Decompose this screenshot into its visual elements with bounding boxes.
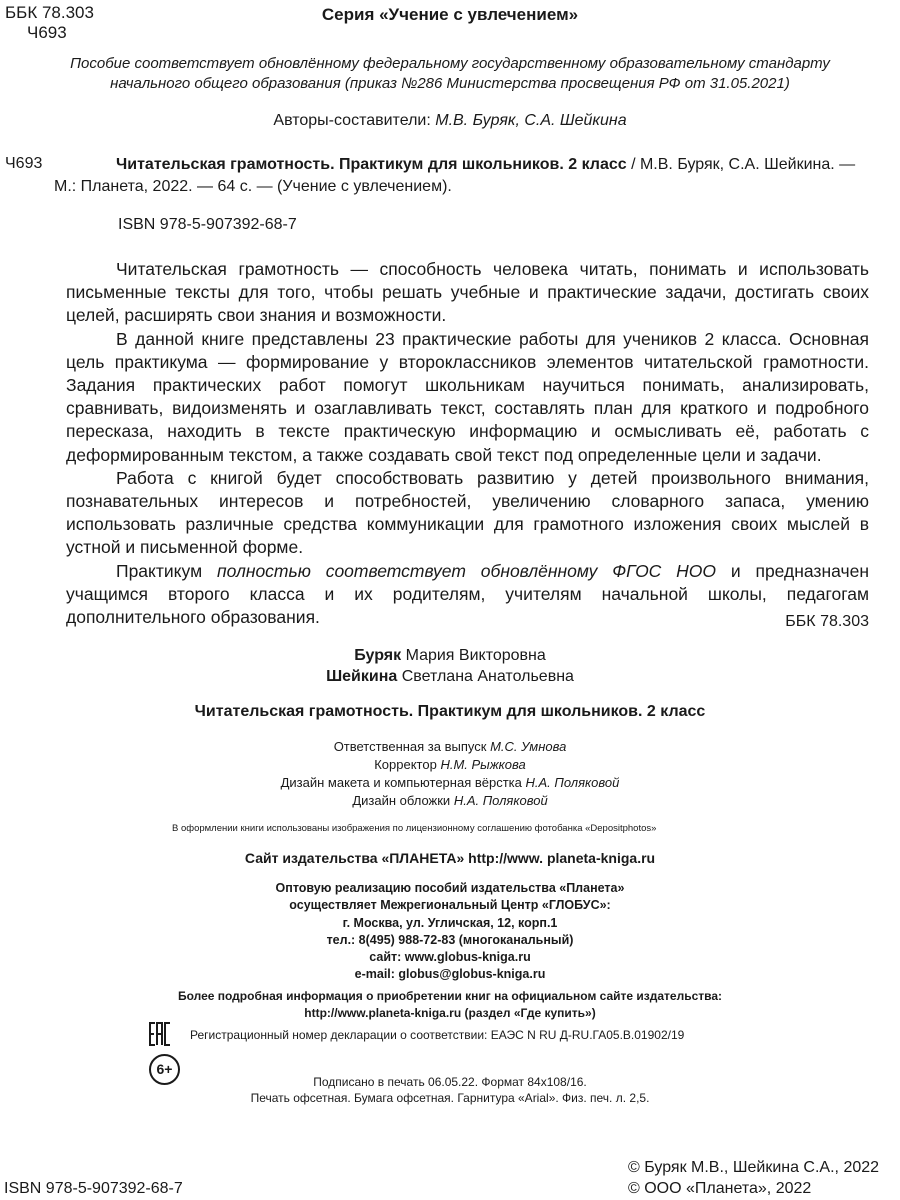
compilers-label: Авторы-составители: [273,112,431,129]
series-title: Серия «Учение с увлечением» [321,5,579,24]
fgos-note-line2: начального общего образования (приказ №286 Министерства просвещения РФ от 31.05.2021) [110,75,790,92]
age-rating-badge: 6+ [149,1054,180,1085]
annotation-paragraph-3: Работа с книгой будет способствовать развитию у детей произвольного внимания, познавательных интересов и потребностей, увеличению словарного запаса, умению использовать различные средства коммуникации для грамотного изложения своих мыслей в устной и письменной форме. [66,467,869,558]
credit-line: Корректор Н.М. Рыжкова [374,757,526,772]
author-code: Ч693 [27,23,67,42]
eac-icon [149,1022,171,1046]
author-full-name: Шейкина Светлана Анатольевна [326,668,574,685]
annotation-paragraph-4: Практикум полностью соответствует обновлённому ФГОС НОО и предназначен учащимся второго класса и их родителям, учителям начальной школы, педагогам дополнительного образования. [66,560,869,628]
annotation-paragraph-1: Читательская грамотность — способность человека читать, понимать и использовать письменные тексты для того, чтобы решать учебные и практические задачи, достигать своих целей, расширять свои знания и возможности. [66,259,869,326]
copyright-publisher: © ООО «Планета», 2022 [628,1180,812,1197]
biblio-title: Читательская грамотность. Практикум для школьников. 2 класс [116,156,627,173]
distribution-info: Оптовую реализацию пособий издательства «Планета» осуществляет Межрегиональный Центр «ГЛОБУС»: г. Москва, ул. Угличская, 12, корп.1 тел.: 8(495) 988-72-83 (многоканальный) сайт: www.globus-kniga.ru e-mail: globus@globus-kniga.ru [275,881,625,982]
fgos-note [0,54,900,94]
publisher-site: Сайт издательства «ПЛАНЕТА» http://www. planeta-kniga.ru [244,850,656,866]
bibliographic-record [54,154,869,198]
compilers-line [0,111,900,131]
annotation-paragraph-2: В данной книге представлены 23 практические работы для учеников 2 класса. Основная цель практикума — формирование у второклассников элементов читательской грамотности. Задания практических работ помогут школьникам научиться понимать, анализировать, сравнивать, видоизменять и озаглавливать текст, составлять план для краткого и подробного пересказа, находить в тексте практическую информацию и осмысливать её, работать с деформированным текстом, а также создавать свой текст под определенные цели и задачи. [66,328,869,465]
copyright-authors: © Буряк М.В., Шейкина С.А., 2022 [628,1159,880,1176]
fgos-emphasis: полностью соответствует обновлённому ФГОС НОО [216,560,717,581]
bbk-index-bottom: ББК 78.303 [785,613,869,630]
image-license-note: В оформлении книги использованы изображения по лицензионному соглашению фотобанка «Depositphotos» [172,823,657,834]
compilers-names: М.В. Буряк, С.А. Шейкина [435,112,627,129]
isbn: ISBN 978-5-907392-68-7 [118,216,297,233]
fgos-note-line1: Пособие соответствует обновлённому федеральному государственному образовательному стандарту [70,55,830,72]
declaration-number: Регистрационный номер декларации о соответствии: ЕАЭС N RU Д-RU.ГА05.В.01902/19 [190,1028,685,1042]
book-title: Читательская грамотность. Практикум для школьников. 2 класс [194,703,706,720]
print-info-line2: Печать офсетная. Бумага офсетная. Гарнитура «Arial». Физ. печ. л. 2,5. [250,1091,650,1105]
biblio-code: Ч693 [5,155,43,172]
purchase-info: Более подробная информация о приобретении книг на официальном сайте издательства: http://www.planeta-kniga.ru (раздел «Где купить») [177,989,723,1020]
bbk-index: ББК 78.303 [5,3,94,22]
credit-line: Дизайн обложки Н.А. Поляковой [352,793,548,808]
credit-line: Дизайн макета и компьютерная вёрстка Н.А. Поляковой [280,775,620,790]
biblio-rest: / М.В. Буряк, С.А. Шейкина. — М.: Планета, 2022. — 64 с. — (Учение с увлечением). [54,156,856,195]
isbn-footer: ISBN 978-5-907392-68-7 [4,1180,183,1197]
annotation [66,258,869,629]
print-info-line1: Подписано в печать 06.05.22. Формат 84x108/16. [313,1075,587,1089]
credit-line: Ответственная за выпуск М.С. Умнова [333,739,567,754]
author-full-name: Буряк Мария Викторовна [354,647,546,664]
